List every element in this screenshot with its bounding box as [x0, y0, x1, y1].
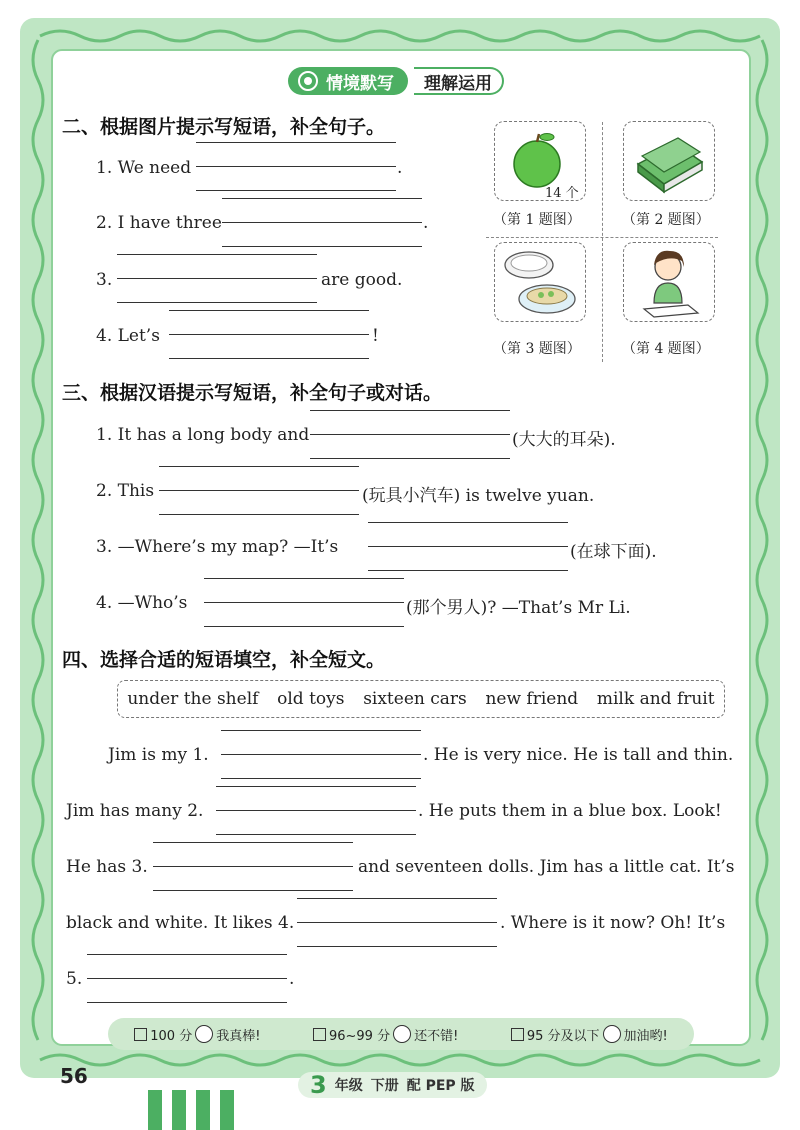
s2-q1-text: 1. We need: [96, 158, 192, 178]
smiley-icon: [393, 1025, 411, 1043]
p-line-4-end: . Where is it now? Oh! It’s: [500, 913, 726, 933]
picture-3: [494, 242, 586, 322]
word-option: under the shelf: [127, 689, 259, 709]
score-bar: [108, 1018, 694, 1050]
p-blank-1[interactable]: [221, 730, 421, 780]
s2-q3-num: 3.: [96, 270, 113, 290]
picture-4-caption: （第 4 题图）: [622, 341, 710, 357]
s2-q4-text: 4. Let’s: [96, 326, 160, 346]
s3-q1-answer[interactable]: [310, 410, 510, 460]
section-3-title: 三、根据汉语提示写短语，补全句子或对话。: [62, 382, 443, 404]
score-range: 100 分: [150, 1028, 193, 1044]
s2-q3-end: are good.: [321, 270, 403, 290]
s2-q2-answer[interactable]: [222, 198, 422, 248]
word-bank: [117, 680, 725, 718]
picture-1: [494, 121, 586, 201]
p-blank-4[interactable]: [297, 898, 497, 948]
picture-2-caption: （第 2 题图）: [622, 212, 710, 228]
p-line-1-end: . He is very nice. He is tall and thin.: [423, 745, 734, 765]
s2-q1-end: .: [397, 158, 403, 178]
p-line-3-end: and seventeen dolls. Jim has a little cat. It’s: [358, 857, 735, 877]
smiley-icon: [603, 1025, 621, 1043]
word-option: sixteen cars: [363, 689, 467, 709]
word-option: old toys: [277, 689, 345, 709]
s3-q4-answer[interactable]: [204, 578, 404, 628]
term-text: 下册: [370, 1078, 399, 1094]
score-option-good[interactable]: [313, 1025, 458, 1044]
s2-q2-text: 2. I have three: [96, 213, 222, 233]
s3-q3-text: 3. —Where’s my map? —It’s: [96, 537, 339, 557]
girl-writing-icon: [624, 243, 714, 321]
apple-count: 14 个: [545, 186, 579, 201]
section-4-title: 四、选择合适的短语填空，补全短文。: [62, 649, 386, 671]
s2-q2-end: .: [423, 213, 429, 233]
s3-q2-hint: (玩具小汽车) is twelve yuan.: [362, 486, 595, 506]
s3-q2-text: 2. This: [96, 481, 155, 501]
p-line-5-start: 5.: [66, 969, 83, 989]
edition-text: 配 PEP 版: [406, 1078, 475, 1094]
p-blank-3[interactable]: [153, 842, 353, 892]
s3-q1-hint: (大大的耳朵).: [512, 430, 616, 450]
rice-and-noodles-icon: [495, 243, 585, 321]
p-line-5-end: .: [289, 969, 295, 989]
banner-subtitle: 理解运用: [414, 67, 504, 95]
picture-2: [623, 121, 715, 201]
s3-q3-answer[interactable]: [368, 522, 568, 572]
s2-q1-answer[interactable]: [196, 142, 396, 192]
grade-text: 年级: [334, 1078, 363, 1094]
page-number: 56: [60, 1064, 88, 1088]
s3-q1-text: 1. It has a long body and: [96, 425, 310, 445]
picture-divider-horizontal: [486, 237, 718, 238]
checkbox-icon[interactable]: [511, 1028, 524, 1041]
score-option-try[interactable]: [511, 1025, 668, 1044]
picture-divider-vertical: [602, 122, 603, 362]
p-line-3-start: He has 3.: [66, 857, 148, 877]
p-line-2-start: Jim has many 2.: [66, 801, 204, 821]
section-2-title: 二、根据图片提示写短语，补全句子。: [62, 116, 386, 138]
s3-q4-text: 4. —Who’s: [96, 593, 188, 613]
s2-q4-answer[interactable]: [169, 310, 369, 360]
s3-q4-hint: (那个男人)? —That’s Mr Li.: [406, 598, 631, 618]
p-blank-2[interactable]: [216, 786, 416, 836]
score-comment: 加油哟!: [623, 1028, 668, 1044]
banner-tag-text: 情境默写: [326, 73, 394, 94]
smiley-icon: [195, 1025, 213, 1043]
s2-q4-end: !: [372, 326, 379, 346]
books-icon: [624, 122, 714, 200]
score-option-excellent[interactable]: [134, 1025, 260, 1044]
p-line-2-end: . He puts them in a blue box. Look!: [418, 801, 722, 821]
score-range: 96~99 分: [328, 1028, 391, 1044]
picture-1-caption: （第 1 题图）: [493, 212, 581, 228]
p-line-4-start: black and white. It likes 4.: [66, 913, 295, 933]
score-range: 95 分及以下: [526, 1028, 600, 1044]
banner-tag: [288, 67, 408, 95]
flower-icon: [298, 71, 318, 91]
word-option: new friend: [485, 689, 579, 709]
s3-q3-hint: (在球下面).: [570, 542, 657, 562]
score-comment: 还不错!: [414, 1028, 459, 1044]
p-blank-5[interactable]: [87, 954, 287, 1004]
section-banner: [288, 66, 504, 96]
picture-3-caption: （第 3 题图）: [493, 341, 581, 357]
checkbox-icon[interactable]: [313, 1028, 326, 1041]
word-option: milk and fruit: [596, 689, 715, 709]
p-line-1-start: Jim is my 1.: [108, 745, 209, 765]
s2-q3-answer[interactable]: [117, 254, 317, 304]
grade-label: [298, 1072, 487, 1098]
checkbox-icon[interactable]: [134, 1028, 147, 1041]
score-comment: 我真棒!: [216, 1028, 261, 1044]
picture-4: [623, 242, 715, 322]
s3-q2-answer[interactable]: [159, 466, 359, 516]
grade-number: 3: [310, 1071, 327, 1099]
